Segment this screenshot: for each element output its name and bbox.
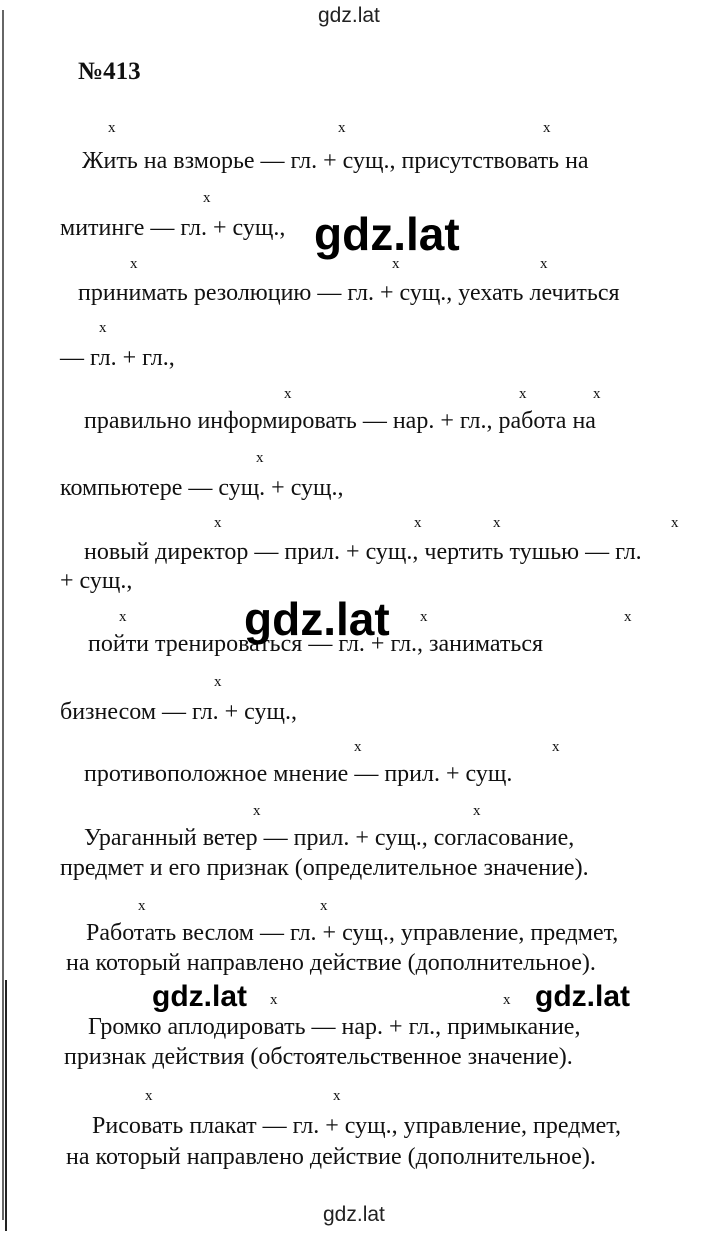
watermark-bottom: gdz.lat bbox=[323, 1203, 385, 1226]
text-line: признак действия (обстоятельственное значение). bbox=[64, 1044, 573, 1070]
text-line: принимать резолюцию — гл. + сущ., уехать лечиться bbox=[78, 280, 620, 306]
watermark-large: gdz.lat bbox=[244, 593, 390, 645]
stress-mark: x bbox=[333, 1088, 341, 1104]
text-line: на который направлено действие (дополнительное). bbox=[66, 1144, 596, 1170]
stress-mark: x bbox=[593, 386, 601, 402]
stress-mark: x bbox=[270, 992, 278, 1008]
stress-mark: x bbox=[320, 898, 328, 914]
text-line: пойти тренироваться — гл. + гл., заниматься bbox=[88, 631, 544, 657]
stress-mark: x bbox=[253, 803, 261, 819]
text-line: противоположное мнение — прил. + сущ. bbox=[84, 761, 513, 787]
stress-mark: x bbox=[214, 515, 222, 531]
stress-mark: x bbox=[671, 515, 679, 531]
stress-mark: x bbox=[284, 386, 292, 402]
stress-mark: x bbox=[624, 609, 632, 625]
text-line: Громко аплодировать — нар. + гл., примыкание, bbox=[88, 1014, 581, 1040]
text-line: бизнесом — гл. + сущ., bbox=[60, 699, 297, 725]
stress-mark: x bbox=[214, 674, 222, 690]
stress-mark: x bbox=[392, 256, 400, 272]
watermark-top: gdz.lat bbox=[318, 4, 380, 27]
stress-mark: x bbox=[138, 898, 146, 914]
watermark-large: gdz.lat bbox=[152, 980, 247, 1013]
text-line: Рисовать плакат — гл. + сущ., управление, предмет, bbox=[92, 1113, 621, 1139]
text-line: правильно информировать — нар. + гл., работа на bbox=[84, 408, 596, 434]
stress-mark: x bbox=[493, 515, 501, 531]
stress-mark: x bbox=[145, 1088, 153, 1104]
stress-mark: x bbox=[519, 386, 527, 402]
text-line: — гл. + гл., bbox=[60, 345, 175, 371]
text-line: + сущ., bbox=[60, 568, 133, 594]
stress-mark: x bbox=[414, 515, 422, 531]
text-line: предмет и его признак (определительное значение). bbox=[60, 855, 589, 881]
stress-mark: x bbox=[540, 256, 548, 272]
stress-mark: x bbox=[203, 190, 211, 206]
exercise-number: №413 bbox=[78, 58, 141, 85]
stress-mark: x bbox=[503, 992, 511, 1008]
text-line: митинге — гл. + сущ., bbox=[60, 215, 286, 241]
stress-mark: x bbox=[256, 450, 264, 466]
stress-mark: x bbox=[354, 739, 362, 755]
scan-edge bbox=[0, 0, 8, 1231]
watermark-large: gdz.lat bbox=[314, 208, 460, 260]
stress-mark: x bbox=[420, 609, 428, 625]
scan-edge-lines bbox=[0, 0, 8, 1231]
stress-mark: x bbox=[543, 120, 551, 136]
stress-mark: x bbox=[99, 320, 107, 336]
stress-mark: x bbox=[119, 609, 127, 625]
stress-mark: x bbox=[338, 120, 346, 136]
text-line: компьютере — сущ. + сущ., bbox=[60, 475, 344, 501]
text-line: Работать веслом — гл. + сущ., управление, предмет, bbox=[86, 920, 619, 946]
text-line: Жить на взморье — гл. + сущ., присутствовать на bbox=[82, 148, 589, 174]
text-line: на который направлено действие (дополнительное). bbox=[66, 950, 596, 976]
stress-mark: x bbox=[130, 256, 138, 272]
watermark-large: gdz.lat bbox=[535, 980, 630, 1013]
text-line: Ураганный ветер — прил. + сущ., согласование, bbox=[84, 825, 575, 851]
text-line: новый директор — прил. + сущ., чертить тушью — гл. bbox=[84, 539, 642, 565]
stress-mark: x bbox=[473, 803, 481, 819]
stress-mark: x bbox=[552, 739, 560, 755]
stress-mark: x bbox=[108, 120, 116, 136]
